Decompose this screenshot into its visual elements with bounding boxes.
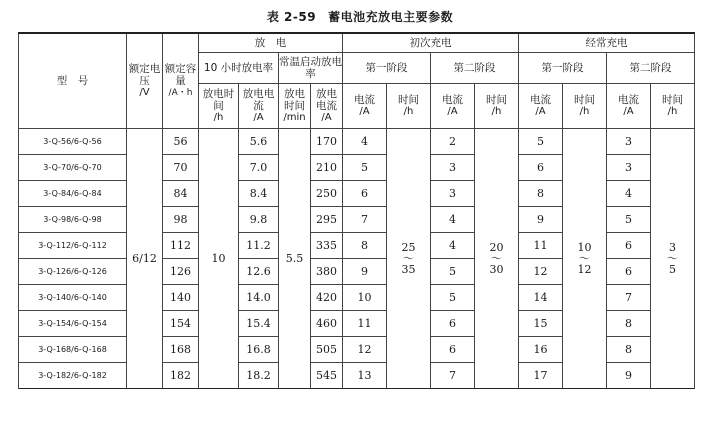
cell-init-s2-current: 2 [431,129,475,155]
cell-reg-s1-current: 16 [519,337,563,363]
cell-start-current: 170 [311,129,343,155]
cell-init-s2-current: 6 [431,311,475,337]
table-number: 表 2-59 [266,10,317,24]
cell-dis-current: 14.0 [239,285,279,311]
cell-reg-s2-current: 6 [607,233,651,259]
header-regular-stage1: 第一阶段 [519,53,607,84]
cell-init-s1-current: 9 [343,259,387,285]
header-reg-s1-time: 时间 /h [563,84,607,129]
cell-model: 3-Q-112/6-Q-112 [19,233,127,259]
cell-init-s1-current: 10 [343,285,387,311]
cell-dis-current: 16.8 [239,337,279,363]
cell-dis-current: 15.4 [239,311,279,337]
header-start-current: 放电电流 /A [311,84,343,129]
header-init-s1-time: 时间 /h [387,84,431,129]
header-reg-s2-time: 时间 /h [651,84,695,129]
cell-dis-current: 7.0 [239,155,279,181]
header-initial-stage1: 第一阶段 [343,53,431,84]
cell-capacity: 182 [163,363,199,389]
cell-start-current: 460 [311,311,343,337]
cell-reg-s1-current: 9 [519,207,563,233]
header-start-time: 放电时间 /min [279,84,311,129]
header-model: 型 号 [19,33,127,129]
parameter-table [18,32,695,389]
cell-reg-s2-current: 5 [607,207,651,233]
cell-model: 3-Q-56/6-Q-56 [19,129,127,155]
header-dis-time: 放电时间 /h [199,84,239,129]
table-row [19,129,695,155]
cell-init-s2-time: 20 ～ 30 [475,129,519,389]
cell-init-s2-current: 3 [431,181,475,207]
cell-dis-current: 12.6 [239,259,279,285]
cell-reg-s1-current: 14 [519,285,563,311]
cell-capacity: 140 [163,285,199,311]
cell-dis-current: 11.2 [239,233,279,259]
header-init-s1-current: 电流 /A [343,84,387,129]
cell-init-s2-current: 6 [431,337,475,363]
header-reg-s2-current: 电流 /A [607,84,651,129]
cell-dis-time: 10 [199,129,239,389]
cell-start-current: 505 [311,337,343,363]
cell-model: 3-Q-154/6-Q-154 [19,311,127,337]
cell-capacity: 112 [163,233,199,259]
cell-capacity: 154 [163,311,199,337]
cell-reg-s1-current: 8 [519,181,563,207]
cell-dis-current: 5.6 [239,129,279,155]
cell-dis-current: 18.2 [239,363,279,389]
header-initial-stage2: 第二阶段 [431,53,519,84]
cell-init-s1-time: 25 ～ 35 [387,129,431,389]
cell-capacity: 56 [163,129,199,155]
cell-model: 3-Q-168/6-Q-168 [19,337,127,363]
cell-init-s1-current: 4 [343,129,387,155]
cell-model: 3-Q-70/6-Q-70 [19,155,127,181]
cell-init-s1-current: 13 [343,363,387,389]
table-body [19,129,695,389]
header-discharge-start: 常温启动放电率 [279,53,343,84]
cell-model: 3-Q-98/6-Q-98 [19,207,127,233]
table-title: 蓄电池充放电主要参数 [328,10,454,24]
header-init-s2-current: 电流 /A [431,84,475,129]
header-regular-stage2: 第二阶段 [607,53,695,84]
cell-reg-s2-current: 3 [607,129,651,155]
cell-reg-s1-current: 6 [519,155,563,181]
cell-rated-voltage: 6/12 [127,129,163,389]
cell-reg-s1-current: 11 [519,233,563,259]
cell-reg-s2-current: 4 [607,181,651,207]
cell-init-s2-current: 5 [431,259,475,285]
cell-reg-s1-time: 10 ～ 12 [563,129,607,389]
cell-model: 3-Q-84/6-Q-84 [19,181,127,207]
header-rated-capacity: 额定容量 /A・h [163,33,199,129]
cell-start-current: 380 [311,259,343,285]
cell-model: 3-Q-182/6-Q-182 [19,363,127,389]
cell-capacity: 126 [163,259,199,285]
cell-reg-s2-current: 7 [607,285,651,311]
cell-reg-s1-current: 15 [519,311,563,337]
cell-dis-current: 9.8 [239,207,279,233]
header-regular-charge: 经常充电 [519,33,695,53]
cell-init-s1-current: 6 [343,181,387,207]
header-reg-s1-current: 电流 /A [519,84,563,129]
table-caption [0,8,720,25]
header-initial-charge: 初次充电 [343,33,519,53]
cell-start-current: 420 [311,285,343,311]
cell-reg-s1-current: 12 [519,259,563,285]
cell-start-time: 5.5 [279,129,311,389]
cell-init-s2-current: 3 [431,155,475,181]
cell-init-s1-current: 7 [343,207,387,233]
cell-reg-s2-time: 3 ～ 5 [651,129,695,389]
header-discharge-10h: 10 小时放电率 [199,53,279,84]
cell-init-s2-current: 7 [431,363,475,389]
cell-init-s2-current: 4 [431,207,475,233]
cell-capacity: 168 [163,337,199,363]
cell-start-current: 335 [311,233,343,259]
cell-reg-s1-current: 5 [519,129,563,155]
cell-start-current: 250 [311,181,343,207]
cell-capacity: 84 [163,181,199,207]
header-init-s2-time: 时间 /h [475,84,519,129]
cell-model: 3-Q-140/6-Q-140 [19,285,127,311]
cell-start-current: 295 [311,207,343,233]
cell-start-current: 545 [311,363,343,389]
header-rated-voltage: 额定电压 /V [127,33,163,129]
header-dis-current: 放电电流 /A [239,84,279,129]
cell-model: 3-Q-126/6-Q-126 [19,259,127,285]
cell-init-s1-current: 8 [343,233,387,259]
cell-reg-s2-current: 9 [607,363,651,389]
cell-start-current: 210 [311,155,343,181]
cell-reg-s2-current: 3 [607,155,651,181]
cell-reg-s2-current: 6 [607,259,651,285]
cell-reg-s2-current: 8 [607,337,651,363]
cell-init-s1-current: 5 [343,155,387,181]
cell-capacity: 98 [163,207,199,233]
cell-init-s1-current: 11 [343,311,387,337]
cell-reg-s1-current: 17 [519,363,563,389]
header-discharge: 放 电 [199,33,343,53]
cell-init-s1-current: 12 [343,337,387,363]
cell-dis-current: 8.4 [239,181,279,207]
cell-capacity: 70 [163,155,199,181]
cell-init-s2-current: 5 [431,285,475,311]
cell-init-s2-current: 4 [431,233,475,259]
cell-reg-s2-current: 8 [607,311,651,337]
